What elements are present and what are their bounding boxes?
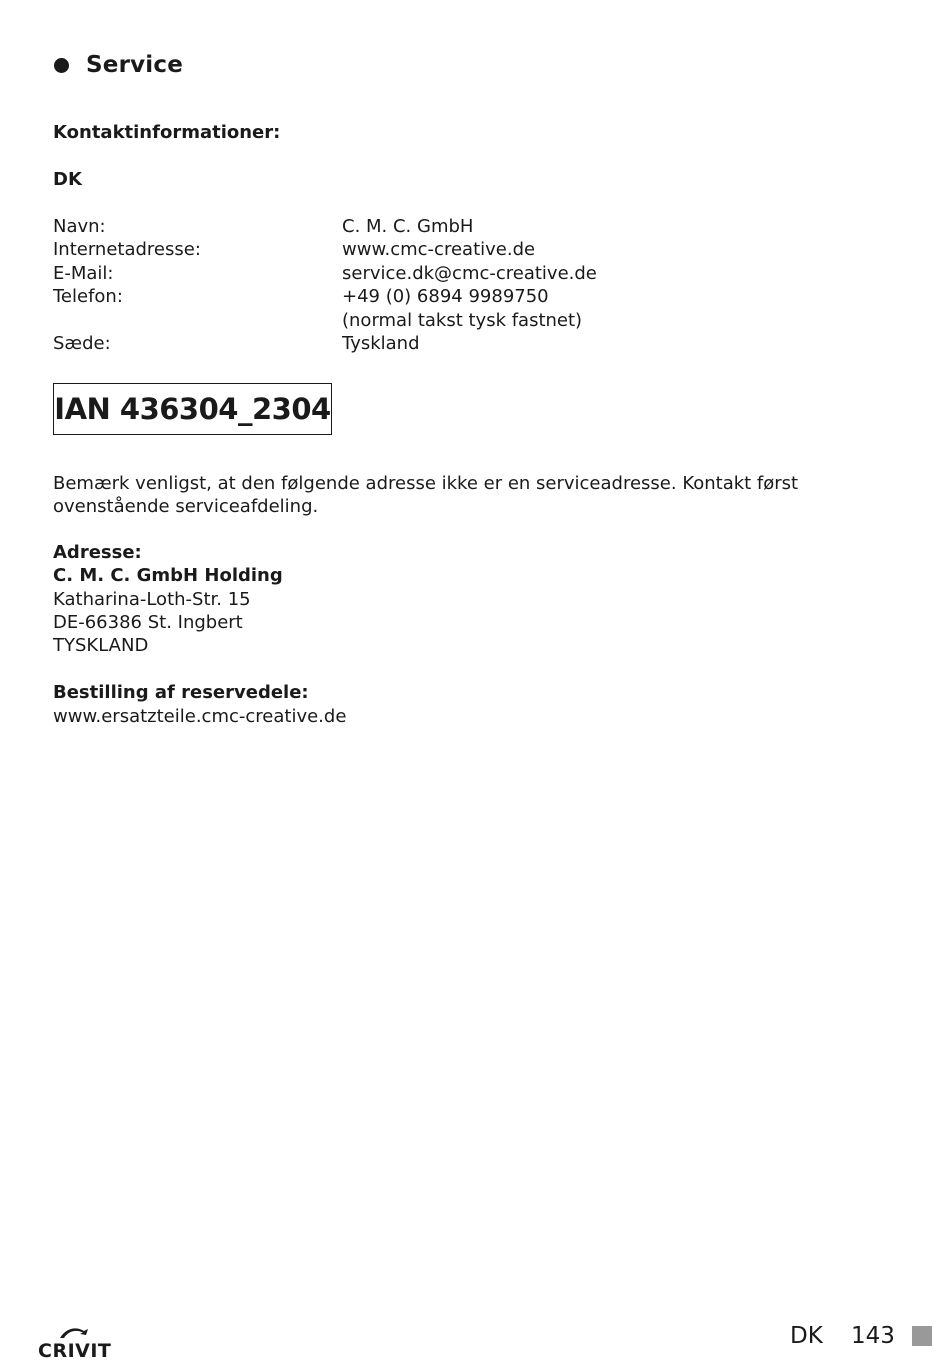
bullet-icon bbox=[54, 58, 69, 73]
address-street: Katharina-Loth-Str. 15 bbox=[53, 589, 251, 610]
website-link[interactable]: www.cmc-creative.de bbox=[342, 239, 536, 261]
contact-row-name bbox=[53, 215, 597, 238]
contact-heading: Kontaktinformationer: bbox=[53, 122, 281, 143]
phone-note: (normal takst tysk fastnet) bbox=[342, 309, 583, 331]
address-company: C. M. C. GmbH Holding bbox=[53, 565, 283, 586]
contact-label: Internetadresse: bbox=[53, 239, 201, 261]
spare-parts-heading: Bestilling af reservedele: bbox=[53, 682, 309, 703]
contact-row-phone bbox=[53, 285, 597, 308]
service-note: Bemærk venligst, at den følgende adresse ikke er en serviceadresse. Kontakt først ovenstående serviceafdeling. bbox=[53, 473, 799, 518]
footer-language: DK bbox=[790, 1323, 823, 1349]
contact-table bbox=[53, 215, 597, 355]
contact-row-phone-note bbox=[53, 309, 597, 332]
contact-label bbox=[53, 309, 342, 332]
brand-swoosh-icon bbox=[58, 1326, 90, 1340]
email-link[interactable]: service.dk@cmc-creative.de bbox=[342, 262, 597, 284]
contact-label: E-Mail: bbox=[53, 262, 114, 284]
section-title: Service bbox=[86, 52, 184, 78]
section-header bbox=[54, 52, 183, 78]
spare-parts-link[interactable]: www.ersatzteile.cmc-creative.de bbox=[53, 706, 347, 727]
address-heading: Adresse: bbox=[53, 542, 142, 563]
contact-row-email bbox=[53, 262, 597, 285]
brand-logo bbox=[38, 1326, 112, 1362]
contact-label: Sæde: bbox=[53, 333, 111, 355]
address-country: TYSKLAND bbox=[53, 635, 149, 656]
ian-number: IAN 436304_2304 bbox=[54, 392, 331, 426]
contact-label: Telefon: bbox=[53, 286, 123, 308]
phone-number: +49 (0) 6894 9989750 bbox=[342, 286, 549, 308]
contact-value: C. M. C. GmbH bbox=[342, 216, 474, 237]
page-marker bbox=[912, 1326, 932, 1346]
contact-country: DK bbox=[53, 169, 82, 190]
contact-value: Tyskland bbox=[342, 333, 420, 355]
contact-row-website bbox=[53, 238, 597, 261]
contact-row-seat bbox=[53, 332, 597, 355]
page-number: 143 bbox=[851, 1323, 895, 1349]
contact-label: Navn: bbox=[53, 216, 106, 237]
brand-name: CRIVIT bbox=[38, 1340, 112, 1362]
ian-box bbox=[53, 383, 332, 435]
address-city: DE-66386 St. Ingbert bbox=[53, 612, 243, 633]
